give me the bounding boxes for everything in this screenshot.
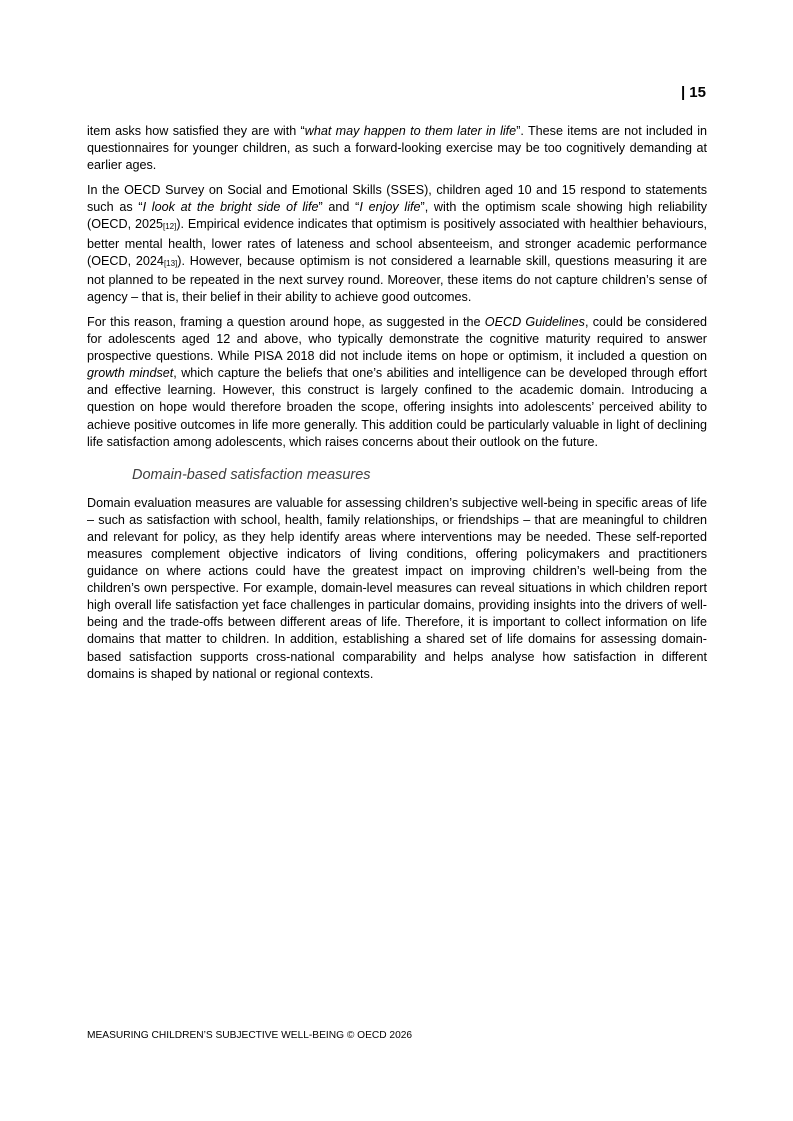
paragraph-2 — [87, 182, 707, 306]
text: For this reason, framing a question around hope, as suggested in the — [87, 314, 485, 329]
citation-ref-13[interactable]: [13] — [163, 258, 178, 268]
italic-quote: I enjoy life — [359, 200, 421, 215]
text: ”. These items are not included in questionnaires for younger children, as such a forward-looking exercise may be too cognitively demanding at earlier ages. — [87, 124, 708, 173]
italic-title: OECD Guidelines — [484, 314, 585, 329]
italic-quote: I look at the bright side of life — [142, 200, 319, 215]
italic-term: growth mindset — [87, 366, 174, 381]
main-content — [87, 123, 707, 691]
text: , could be considered for adolescents aged 12 and above, who typically demonstrate the cognitive maturity required to answer prospective questions. While PISA 2018 did not include items on hope or optimism, it included a question on — [87, 314, 707, 364]
text: ” and “ — [318, 200, 360, 215]
paragraph-4: Domain evaluation measures are valuable for assessing children’s subjective well-being in specific areas of life – such as satisfaction with school, health, family relationships, or friendships – that are meaningful to children and relevant for policy, as they help identify areas where interventions may be needed. These self-reported measures complement objective indicators of living conditions, offering policymakers and practitioners guidance on where actions could have the greatest impact on improving children’s well-being from the children’s own perspective. For example, domain-level measures can reveal situations in which children report high overall life satisfaction yet face challenges in particular domains, providing insights into the drivers of well-being and the trade-offs between different areas of life. Therefore, it is important to collect information on life domains that matter to children. In addition, establishing a shared set of life domains for assessing domain-based satisfaction supports cross-national comparability and helps analyse how satisfaction in different domains is shaped by national or regional contexts. — [87, 495, 707, 681]
text: In the OECD Survey on Social and Emotional Skills (SSES), children aged 10 and 15 respond to statements such as “ — [87, 183, 707, 215]
section-subheading: Domain-based satisfaction measures — [132, 466, 371, 483]
text: ). However, because optimism is not considered a learnable skill, questions measuring it are not planned to be repeated in the next survey round. Moreover, these items do not capture children’s sense of agency – that is, their belief in their ability to achieve good outcomes. — [87, 253, 708, 304]
page-number: | 15 — [680, 84, 706, 101]
italic-quote: what may happen to them later in life — [304, 124, 517, 138]
page-footer: MEASURING CHILDREN’S SUBJECTIVE WELL-BEING © OECD 2026 — [87, 1030, 413, 1041]
text: item asks how satisfied they are with “ — [87, 124, 305, 138]
text: , which capture the beliefs that one’s abilities and intelligence can be developed through effort and effective learning. However, this construct is largely confined to the academic domain. Introducing a question on hope would therefore broaden the scope, offering insights into adolescents’ perceived ability to achieve positive outcomes in life more generally. This addition could be particularly valuable in light of declining life satisfaction among adolescents, which raises concerns about their outlook on the future. — [87, 366, 707, 449]
text: ). Empirical evidence indicates that optimism is positively associated with healthier behaviours, better mental health, lower rates of lateness and school absenteeism, and stronger academic performance (OECD, 2024 — [87, 217, 707, 268]
text: ”, with the optimism scale showing high reliability (OECD, 2025 — [87, 200, 707, 232]
citation-ref-12[interactable]: [12] — [162, 222, 177, 232]
paragraph-3 — [87, 314, 707, 451]
paragraph-1 — [87, 123, 707, 174]
